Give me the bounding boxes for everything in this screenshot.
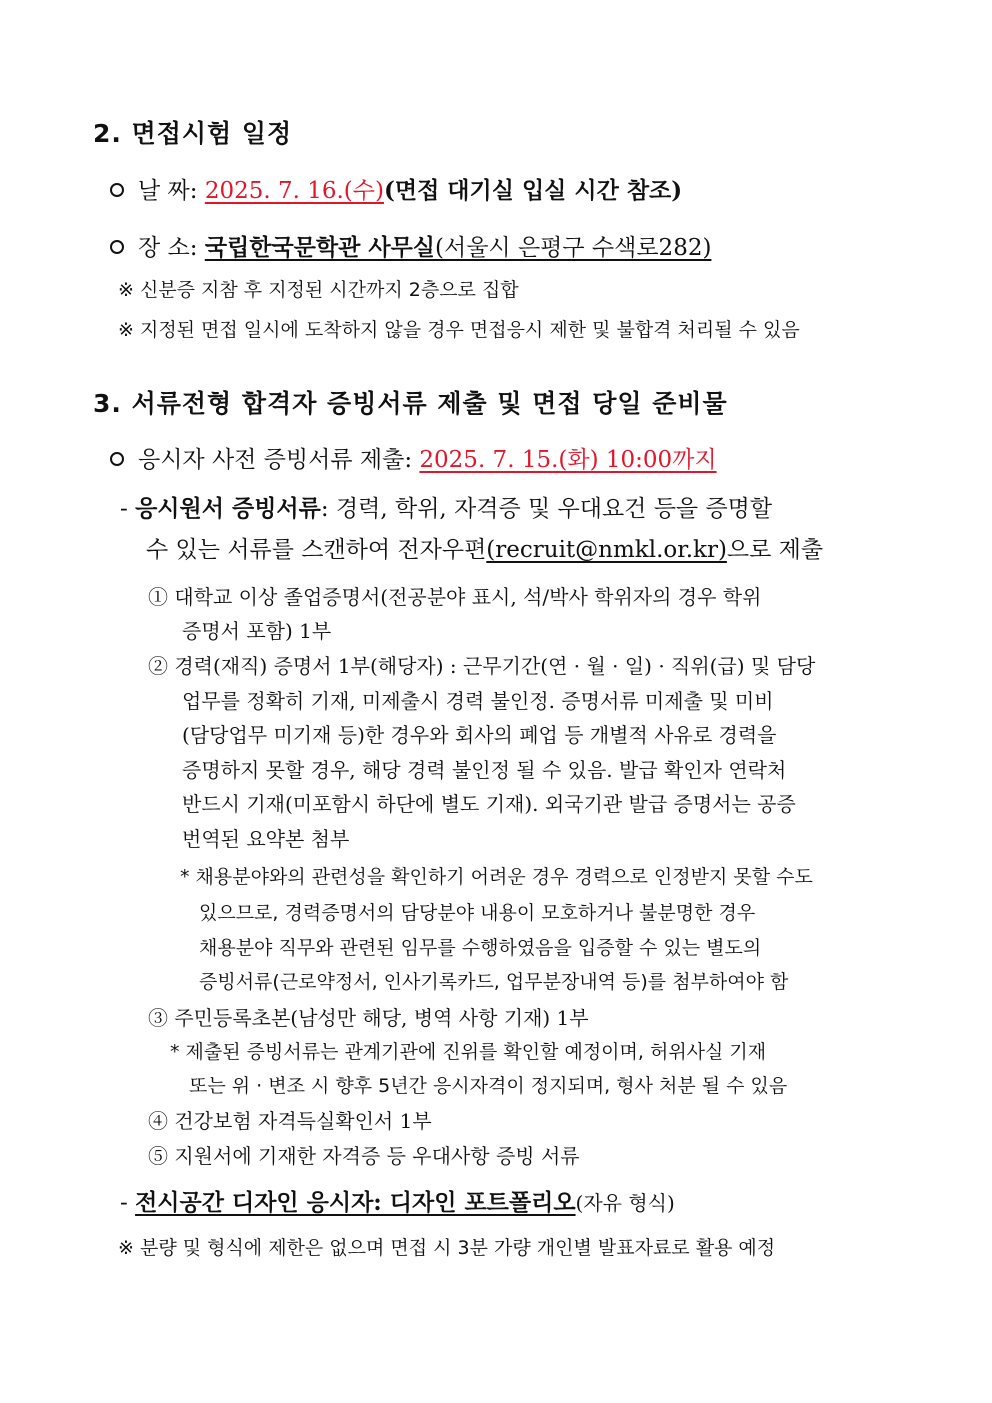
item2-note1: * 채용분야와의 관련성을 확인하기 어려운 경우 경력으로 인정받지 못할 수도 bbox=[180, 866, 813, 888]
docs-line2: 수 있는 서류를 스캔하여 전자우편(recruit@nmkl.or.kr)으로 제출 bbox=[146, 537, 824, 563]
item2-note4: 증빙서류(근로약정서, 인사기록카드, 업무분장내역 등)를 첨부하여야 함 bbox=[199, 971, 789, 993]
interview-place: 장 소: 국립한국문학관 사무실(서울시 은평구 수색로282) bbox=[110, 229, 711, 262]
circle-bullet-icon bbox=[110, 183, 124, 197]
item4: ④ 건강보험 자격득실확인서 1부 bbox=[148, 1109, 432, 1133]
place-value: 국립한국문학관 사무실 bbox=[204, 234, 435, 261]
circle-bullet-icon bbox=[110, 240, 124, 254]
design-portfolio: - 전시공간 디자인 응시자: 디자인 포트폴리오(자유 형식) bbox=[120, 1189, 675, 1216]
design-portfolio-label: 전시공간 디자인 응시자: 디자인 포트폴리오 bbox=[135, 1189, 576, 1216]
section2-heading: 2. 면접시험 일정 bbox=[93, 119, 293, 148]
item1-line2: 증명서 포함) 1부 bbox=[182, 619, 332, 643]
interview-date: 날 짜: 2025. 7. 16.(수)(면접 대기실 입실 시간 참조) bbox=[110, 172, 682, 205]
item3: ③ 주민등록초본(남성만 해당, 병역 사항 기재) 1부 bbox=[148, 1006, 589, 1030]
footnote-presentation: ※ 분량 및 형식에 제한은 없으며 면접 시 3분 가량 개인별 발표자료로 활용 예정 bbox=[118, 1237, 776, 1259]
item2-line3: (담당업무 미기재 등)한 경우와 회사의 폐업 등 개별적 사유로 경력을 bbox=[182, 723, 777, 747]
deadline-value: 2025. 7. 15.(화) 10:00까지 bbox=[419, 447, 717, 473]
item2-note2: 있으므로, 경력증명서의 담당분야 내용이 모호하거나 불분명한 경우 bbox=[199, 902, 756, 924]
section3-heading: 3. 서류전형 합격자 증빙서류 제출 및 면접 당일 준비물 bbox=[93, 389, 728, 418]
item2-note3: 채용분야 직무와 관련된 임무를 수행하였음을 입증할 수 있는 별도의 bbox=[199, 937, 762, 959]
item2-line5: 반드시 기재(미포함시 하단에 별도 기재). 외국기관 발급 증명서는 공증 bbox=[182, 792, 796, 816]
item1-line1: ① 대학교 이상 졸업증명서(전공분야 표시, 석/박사 학위자의 경우 학위 bbox=[148, 585, 762, 609]
item2-line1: ② 경력(재직) 증명서 1부(해당자) : 근무기간(연 · 월 · 일) · 직위(급) 및 담당 bbox=[148, 654, 816, 678]
item2-line2: 업무를 정확히 기재, 미제출시 경력 불인정. 증명서류 미제출 및 미비 bbox=[182, 689, 774, 713]
note-id-card: ※ 신분증 지참 후 지정된 시간까지 2층으로 집합 bbox=[118, 279, 519, 301]
item2-line4: 증명하지 못할 경우, 해당 경력 불인정 될 수 있음. 발급 확인자 연락처 bbox=[182, 758, 787, 782]
email-link[interactable]: (recruit@nmkl.or.kr) bbox=[486, 537, 727, 563]
note-late-arrival: ※ 지정된 면접 일시에 도착하지 않을 경우 면접응시 제한 및 불합격 처리될 수 있음 bbox=[118, 319, 800, 341]
item3-note1: * 제출된 증빙서류는 관계기관에 진위를 확인할 예정이며, 허위사실 기재 bbox=[170, 1041, 767, 1063]
submission-deadline: 응시자 사전 증빙서류 제출: 2025. 7. 15.(화) 10:00까지 bbox=[110, 441, 717, 474]
docs-line1: - 응시원서 증빙서류: 경력, 학위, 자격증 및 우대요건 등을 증명할 bbox=[120, 495, 773, 522]
circle-bullet-icon bbox=[110, 452, 124, 466]
date-value: 2025. 7. 16.(수) bbox=[204, 178, 384, 204]
item5: ⑤ 지원서에 기재한 자격증 등 우대사항 증빙 서류 bbox=[148, 1144, 580, 1168]
item2-line6: 번역된 요약본 첨부 bbox=[182, 827, 350, 851]
item3-note2: 또는 위 · 변조 시 향후 5년간 응시자격이 정지되며, 형사 처분 될 수 있음 bbox=[189, 1075, 788, 1097]
